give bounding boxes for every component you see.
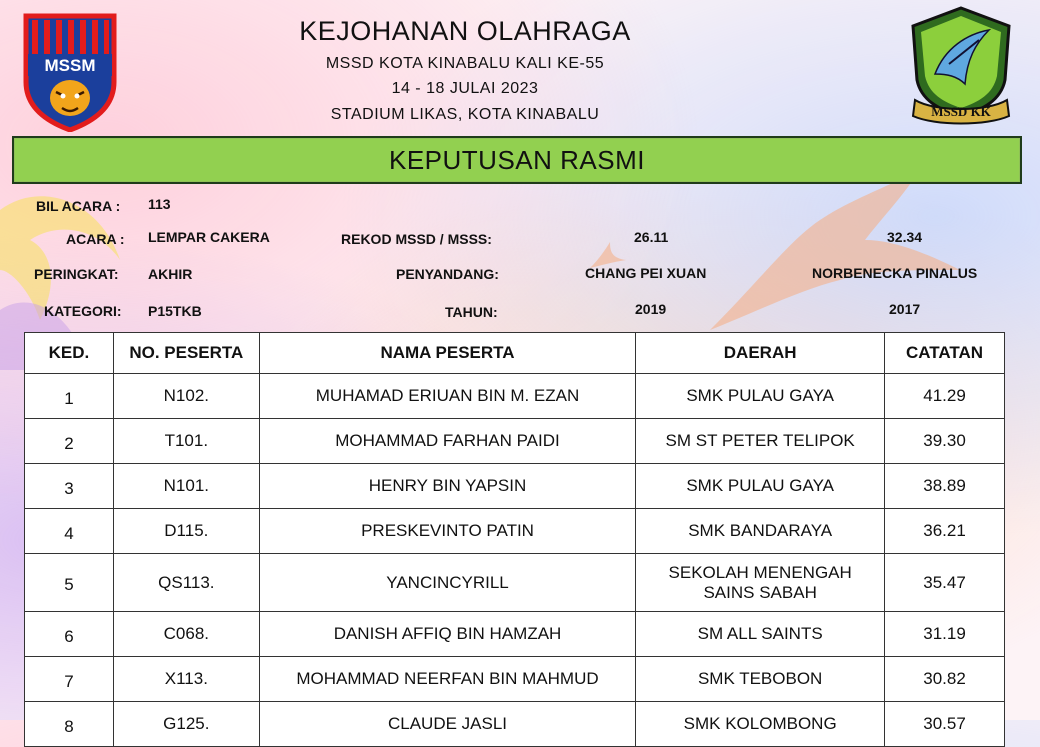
cell-ked: 6 [25, 612, 114, 657]
col-header-catatan: CATATAN [885, 333, 1005, 374]
cell-daerah: SMK TEBOBON [636, 657, 885, 702]
table-row [25, 374, 1005, 419]
cell-no-peserta: QS113. [113, 554, 259, 612]
cell-nama-peserta: HENRY BIN YAPSIN [259, 464, 636, 509]
cell-daerah: SEKOLAH MENENGAH SAINS SABAH [636, 554, 885, 612]
cell-nama-peserta: MOHAMMAD NEERFAN BIN MAHMUD [259, 657, 636, 702]
cell-no-peserta: N102. [113, 374, 259, 419]
cell-ked: 8 [25, 702, 114, 747]
kategori-label: KATEGORI: [44, 303, 122, 319]
table-row [25, 702, 1005, 747]
tahun-msss-value: 2017 [889, 301, 921, 317]
cell-catatan: 39.30 [885, 419, 1005, 464]
mssd-kk-logo-text: MSSD KK [931, 104, 991, 119]
cell-catatan: 31.19 [885, 612, 1005, 657]
cell-no-peserta: X113. [113, 657, 259, 702]
cell-catatan: 41.29 [885, 374, 1005, 419]
cell-nama-peserta: CLAUDE JASLI [259, 702, 636, 747]
col-header-ked: KED. [25, 333, 114, 374]
event-dates: 14 - 18 JULAI 2023 [391, 80, 539, 97]
rekod-msss-value: 32.34 [887, 229, 923, 245]
cell-ked: 5 [25, 554, 114, 612]
cell-catatan: 30.82 [885, 657, 1005, 702]
cell-daerah: SMK KOLOMBONG [636, 702, 885, 747]
peringkat-value: AKHIR [148, 266, 193, 282]
cell-daerah: SM ST PETER TELIPOK [636, 419, 885, 464]
acara-value: LEMPAR CAKERA [148, 229, 270, 245]
table-row [25, 509, 1005, 554]
cell-no-peserta: G125. [113, 702, 259, 747]
cell-catatan: 38.89 [885, 464, 1005, 509]
kategori-value: P15TKB [148, 303, 202, 319]
table-row [25, 554, 1005, 612]
cell-catatan: 35.47 [885, 554, 1005, 612]
penyandang-msss-value: NORBENECKA PINALUS [812, 265, 978, 281]
event-subtitle: MSSD KOTA KINABALU KALI KE-55 [325, 55, 605, 72]
col-header-nama-peserta: NAMA PESERTA [259, 333, 636, 374]
table-header-row [25, 333, 1005, 374]
table-row [25, 612, 1005, 657]
penyandang-mssd-value: CHANG PEI XUAN [585, 265, 707, 281]
tahun-label: TAHUN: [445, 304, 498, 320]
cell-daerah: SM ALL SAINTS [636, 612, 885, 657]
penyandang-label: PENYANDANG: [396, 266, 499, 282]
cell-ked: 3 [25, 464, 114, 509]
results-table [24, 332, 1005, 747]
peringkat-label: PERINGKAT: [34, 266, 119, 282]
event-title: KEJOHANAN OLAHRAGA [299, 16, 631, 46]
acara-label: ACARA : [66, 231, 125, 247]
rekod-label: REKOD MSSD / MSSS: [341, 231, 492, 247]
cell-daerah: SMK BANDARAYA [636, 509, 885, 554]
bil-acara-value: 113 [148, 196, 171, 212]
col-header-no-peserta: NO. PESERTA [113, 333, 259, 374]
cell-no-peserta: T101. [113, 419, 259, 464]
mssm-logo-text: MSSM [44, 56, 96, 75]
cell-ked: 7 [25, 657, 114, 702]
cell-ked: 4 [25, 509, 114, 554]
event-venue: STADIUM LIKAS, KOTA KINABALU [330, 106, 600, 123]
cell-daerah: SMK PULAU GAYA [636, 464, 885, 509]
cell-nama-peserta: DANISH AFFIQ BIN HAMZAH [259, 612, 636, 657]
rekod-mssd-value: 26.11 [634, 229, 669, 245]
banner-text: KEPUTUSAN RASMI [389, 144, 645, 175]
cell-ked: 1 [25, 374, 114, 419]
cell-no-peserta: N101. [113, 464, 259, 509]
col-header-daerah: DAERAH [636, 333, 885, 374]
cell-catatan: 36.21 [885, 509, 1005, 554]
cell-no-peserta: C068. [113, 612, 259, 657]
cell-ked: 2 [25, 419, 114, 464]
table-row [25, 419, 1005, 464]
table-row [25, 657, 1005, 702]
results-banner [12, 136, 1022, 184]
seagull-decoration [700, 160, 1000, 340]
cell-daerah: SMK PULAU GAYA [636, 374, 885, 419]
table-row [25, 464, 1005, 509]
cell-nama-peserta: PRESKEVINTO PATIN [259, 509, 636, 554]
cell-catatan: 30.57 [885, 702, 1005, 747]
cell-nama-peserta: MUHAMAD ERIUAN BIN M. EZAN [259, 374, 636, 419]
tahun-mssd-value: 2019 [635, 301, 667, 317]
bil-acara-label: BIL ACARA : [36, 198, 121, 214]
cell-nama-peserta: YANCINCYRILL [259, 554, 636, 612]
cell-nama-peserta: MOHAMMAD FARHAN PAIDI [259, 419, 636, 464]
cell-no-peserta: D115. [113, 509, 259, 554]
